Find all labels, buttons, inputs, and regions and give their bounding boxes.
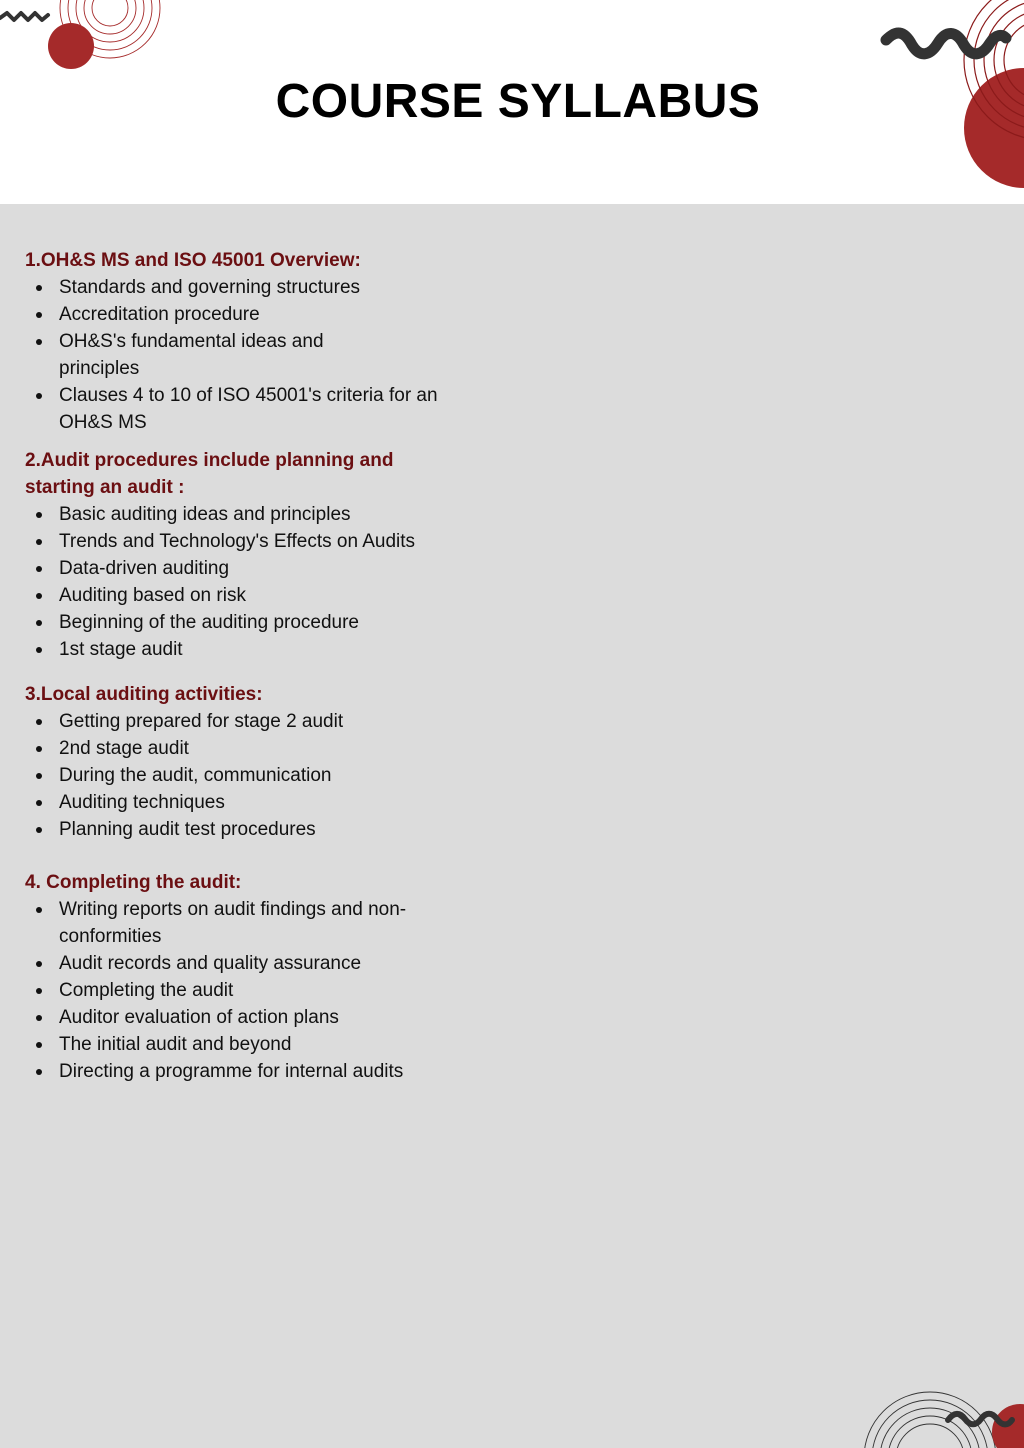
bullet-list — [25, 274, 465, 436]
list-item: Data-driven auditing — [25, 555, 465, 582]
list-item: 2nd stage audit — [25, 735, 465, 762]
section-heading: 3.Local auditing activities: — [25, 684, 263, 705]
list-item: Completing the audit — [25, 977, 465, 1004]
syllabus-section-1 — [25, 247, 465, 436]
list-item: Standards and governing structures — [25, 274, 465, 301]
bottom-right-decoration — [830, 1396, 1024, 1448]
list-item: 1st stage audit — [25, 636, 465, 663]
top-left-decoration — [0, 0, 170, 80]
list-item: Audit records and quality assurance — [25, 950, 465, 977]
list-item: Accreditation procedure — [25, 301, 465, 328]
list-item: Auditing techniques — [25, 789, 465, 816]
list-item: Getting prepared for stage 2 audit — [25, 708, 465, 735]
section-heading: 1.OH&S MS and ISO 45001 Overview: — [25, 250, 361, 271]
section-heading: 2.Audit procedures include planning and starting an audit : — [25, 450, 394, 498]
list-item: Trends and Technology's Effects on Audits — [25, 528, 465, 555]
list-item: During the audit, communication — [25, 762, 465, 789]
list-item: Clauses 4 to 10 of ISO 45001's criteria for an OH&S MS — [25, 382, 439, 436]
list-item: Directing a programme for internal audits — [25, 1058, 465, 1085]
bullet-list — [25, 896, 465, 1085]
syllabus-section-2 — [25, 447, 465, 663]
list-item: The initial audit and beyond — [25, 1031, 465, 1058]
bullet-list — [25, 708, 465, 843]
top-right-decoration — [874, 0, 1024, 200]
bullet-list — [25, 501, 465, 663]
list-item: OH&S's fundamental ideas and principles — [25, 328, 379, 382]
red-dot-icon — [48, 23, 94, 69]
page-title: COURSE SYLLABUS — [275, 75, 761, 128]
zigzag-wave-icon — [886, 33, 1006, 54]
syllabus-section-3 — [25, 681, 465, 843]
list-item: Beginning of the auditing procedure — [25, 609, 465, 636]
list-item: Writing reports on audit findings and non-conformities — [25, 896, 449, 950]
list-item: Auditor evaluation of action plans — [25, 1004, 465, 1031]
section-heading: 4. Completing the audit: — [25, 872, 242, 893]
list-item: Basic auditing ideas and principles — [25, 501, 465, 528]
red-half-circle-icon — [964, 68, 1024, 188]
syllabus-section-4 — [25, 869, 465, 1085]
list-item: Auditing based on risk — [25, 582, 465, 609]
zigzag-wave-icon — [0, 13, 48, 20]
list-item: Planning audit test procedures — [25, 816, 465, 843]
